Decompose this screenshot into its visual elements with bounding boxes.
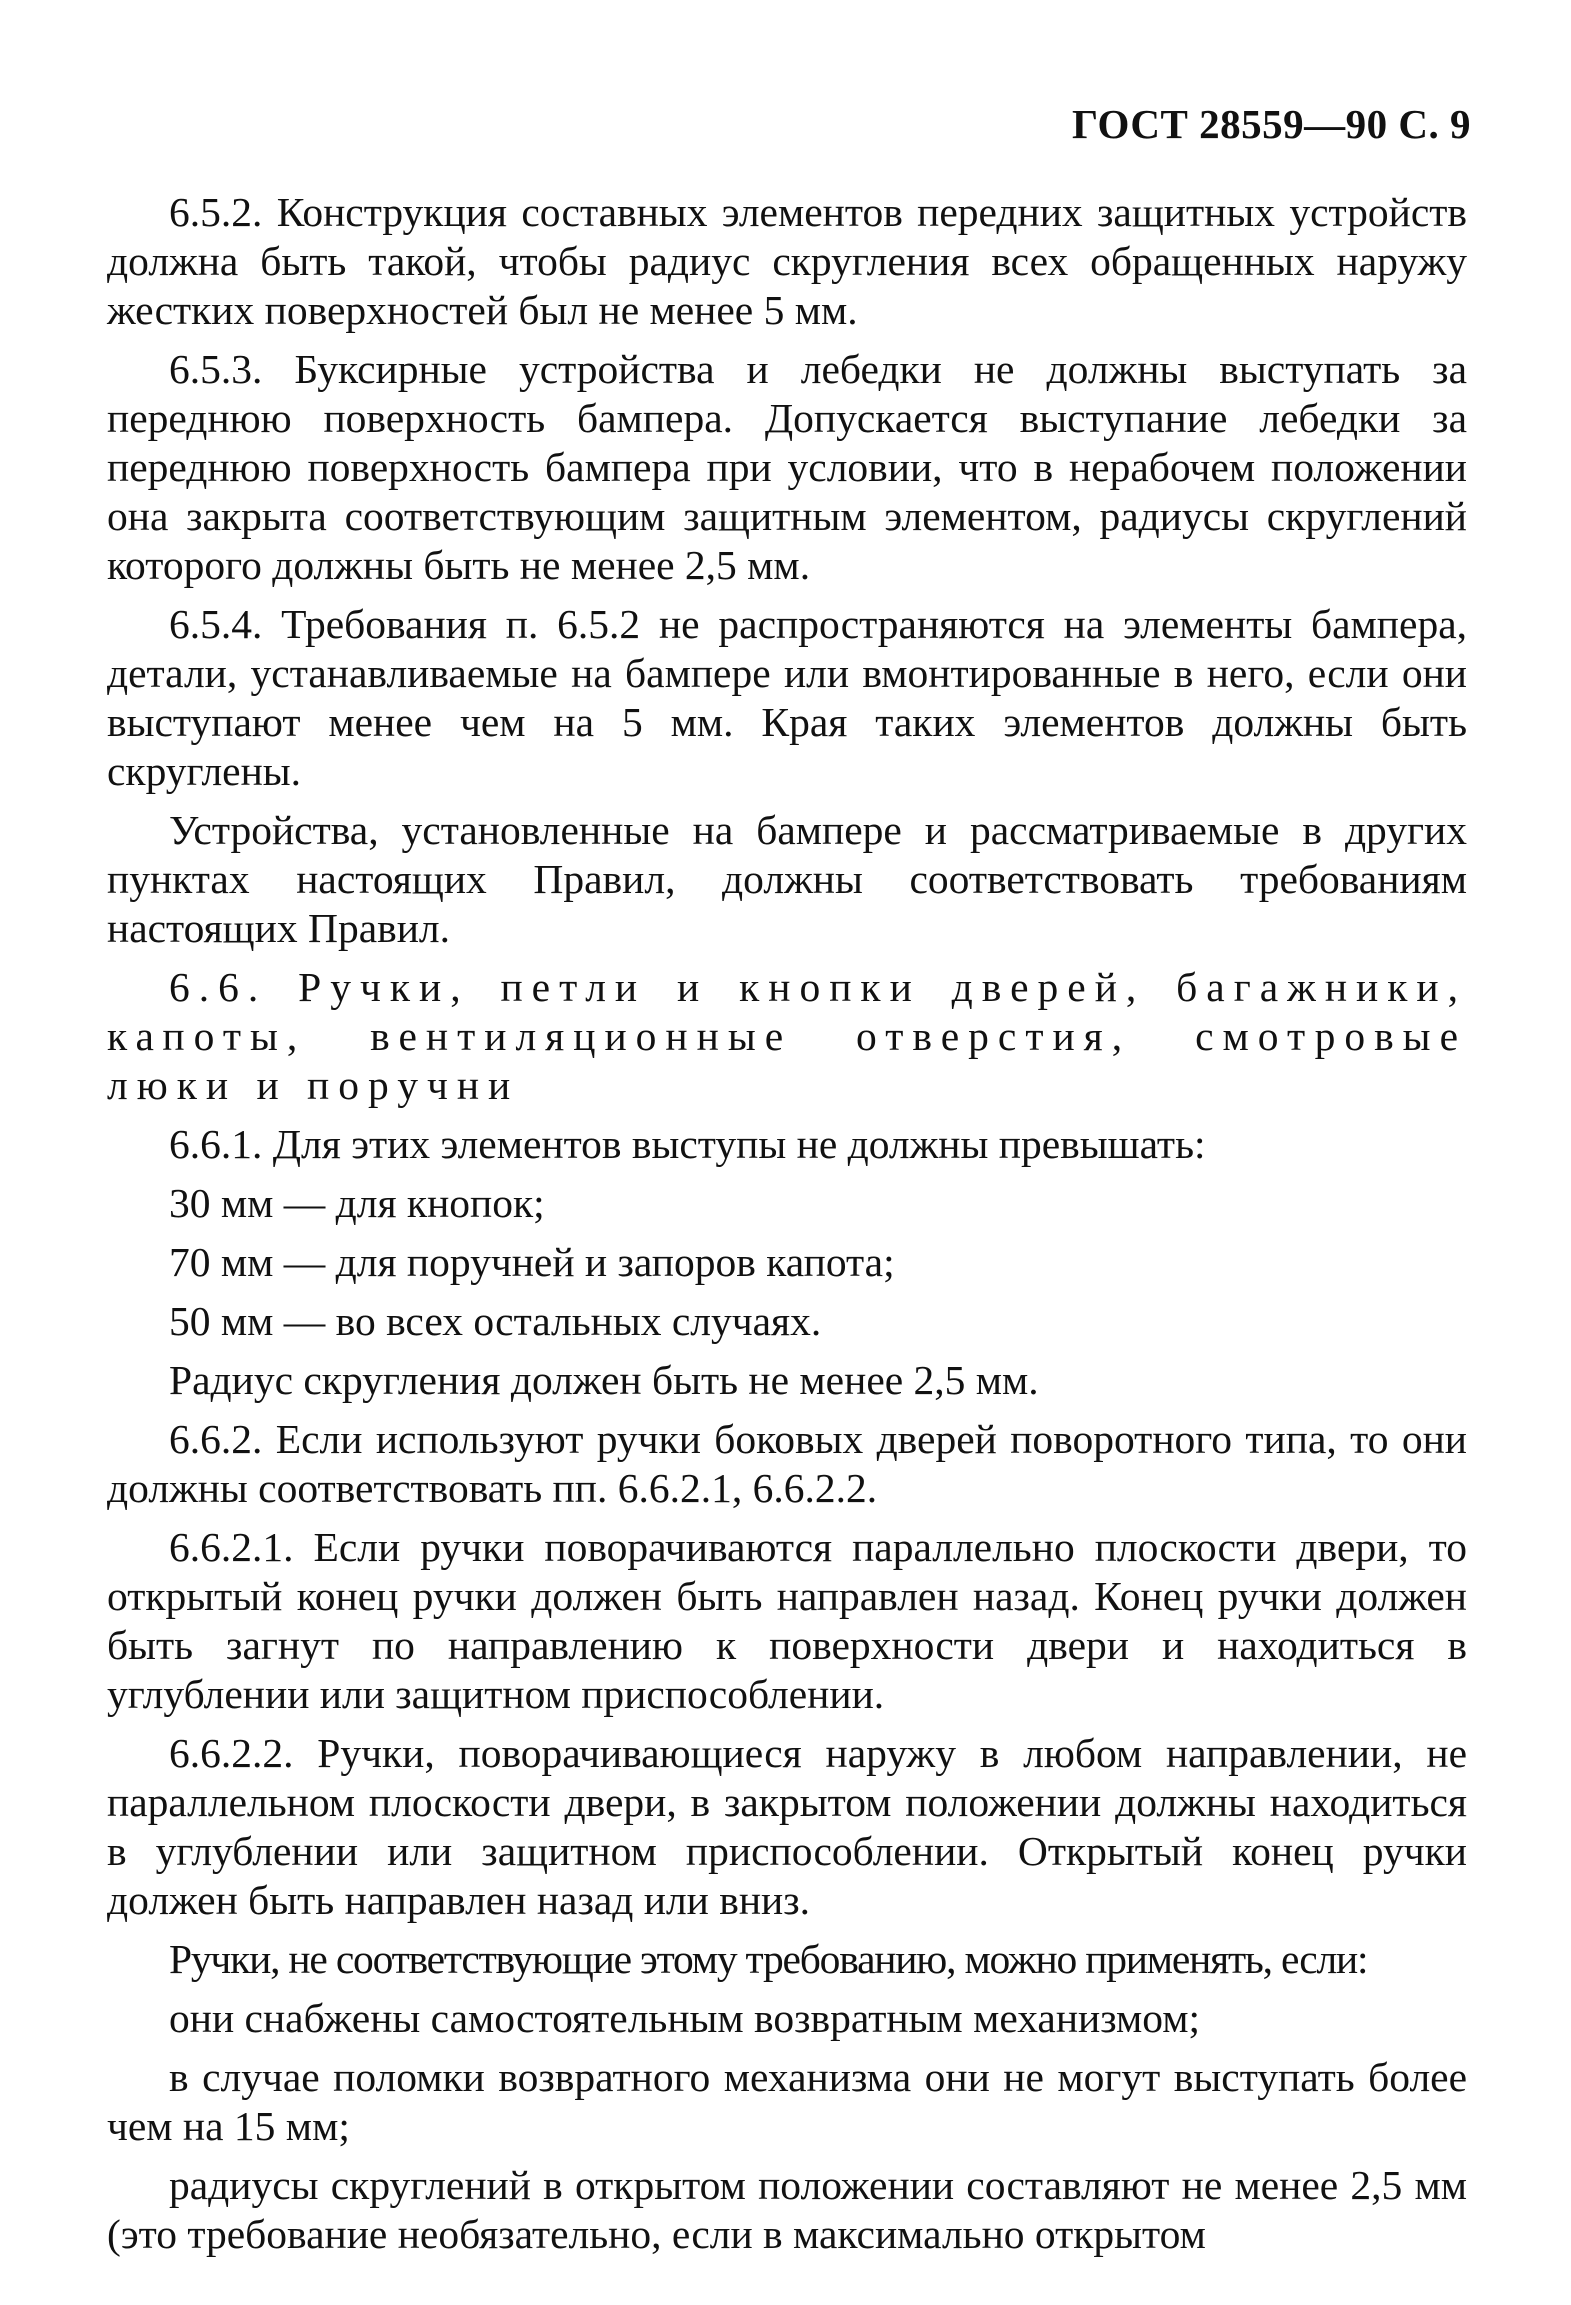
page-header: ГОСТ 28559—90 С. 9 bbox=[1071, 101, 1471, 147]
list-item-return-mechanism: они снабжены самостоятельным возвратным механизмом; bbox=[169, 1995, 1201, 2041]
paragraph-6-5-3: 6.5.3. Буксирные устройства и лебедки не должны выступать за переднюю поверхность бампера. Допускается выступание лебедки за переднюю поверхность бампера при условии, что в нерабочем положении она закрыта соответствующим защитным элементом, радиусы скруглений которого должны быть не менее 2,5 мм. bbox=[107, 346, 1467, 588]
list-item-other-cases: 50 мм — во всех остальных случаях. bbox=[169, 1298, 822, 1344]
list-item-open-radius: радиусы скруглений в открытом положении составляют не менее 2,5 мм (это требование необязательно, если в максимально открытом bbox=[107, 2162, 1467, 2257]
paragraph-6-5-2: 6.5.2. Конструкция составных элементов передних защитных устройств должна быть такой, чтобы радиус скругления всех обращенных наружу жестких поверхностей был не менее 5 мм. bbox=[107, 189, 1467, 333]
list-item-handrails: 70 мм — для поручней и запоров капота; bbox=[169, 1239, 895, 1285]
list-item-buttons: 30 мм — для кнопок; bbox=[169, 1180, 545, 1226]
paragraph-radius: Радиус скругления должен быть не менее 2,5 мм. bbox=[169, 1357, 1039, 1403]
paragraph-6-6-2: 6.6.2. Если используют ручки боковых дверей поворотного типа, то они должны соответствовать пп. 6.6.2.1, 6.6.2.2. bbox=[107, 1416, 1467, 1511]
list-item-breakage: в случае поломки возвратного механизма они не могут выступать более чем на 15 мм; bbox=[107, 2054, 1467, 2149]
section-heading-6-6: 6.6. Ручки, петли и кнопки дверей, багажники, капоты, вентиляционные отверстия, смотровые люки и поручни bbox=[107, 964, 1467, 1108]
paragraph-devices-on-bumper: Устройства, установленные на бампере и рассматриваемые в других пунктах настоящих Правил, должны соответствовать требованиям настоящих Правил. bbox=[107, 807, 1467, 951]
paragraph-6-6-2-2: 6.6.2.2. Ручки, поворачивающиеся наружу в любом направлении, не параллельном плоскости двери, в закрытом положении должны находиться в углублении или защитном приспособлении. Открытый конец ручки должен быть направлен назад или вниз. bbox=[107, 1730, 1467, 1923]
paragraph-non-compliant-handles: Ручки, не соответствующие этому требованию, можно применять, если: bbox=[169, 1936, 1368, 1982]
document-body bbox=[107, 188, 1467, 2269]
paragraph-6-6-1: 6.6.1. Для этих элементов выступы не должны превышать: bbox=[169, 1121, 1206, 1167]
paragraph-6-5-4: 6.5.4. Требования п. 6.5.2 не распространяются на элементы бампера, детали, устанавливаемые на бампере или вмонтированные в него, если они выступают менее чем на 5 мм. Края таких элементов должны быть скруглены. bbox=[107, 601, 1467, 794]
paragraph-6-6-2-1: 6.6.2.1. Если ручки поворачиваются параллельно плоскости двери, то открытый конец ручки должен быть направлен назад. Конец ручки должен быть загнут по направлению к поверхности двери и находиться в углублении или защитном приспособлении. bbox=[107, 1524, 1467, 1717]
